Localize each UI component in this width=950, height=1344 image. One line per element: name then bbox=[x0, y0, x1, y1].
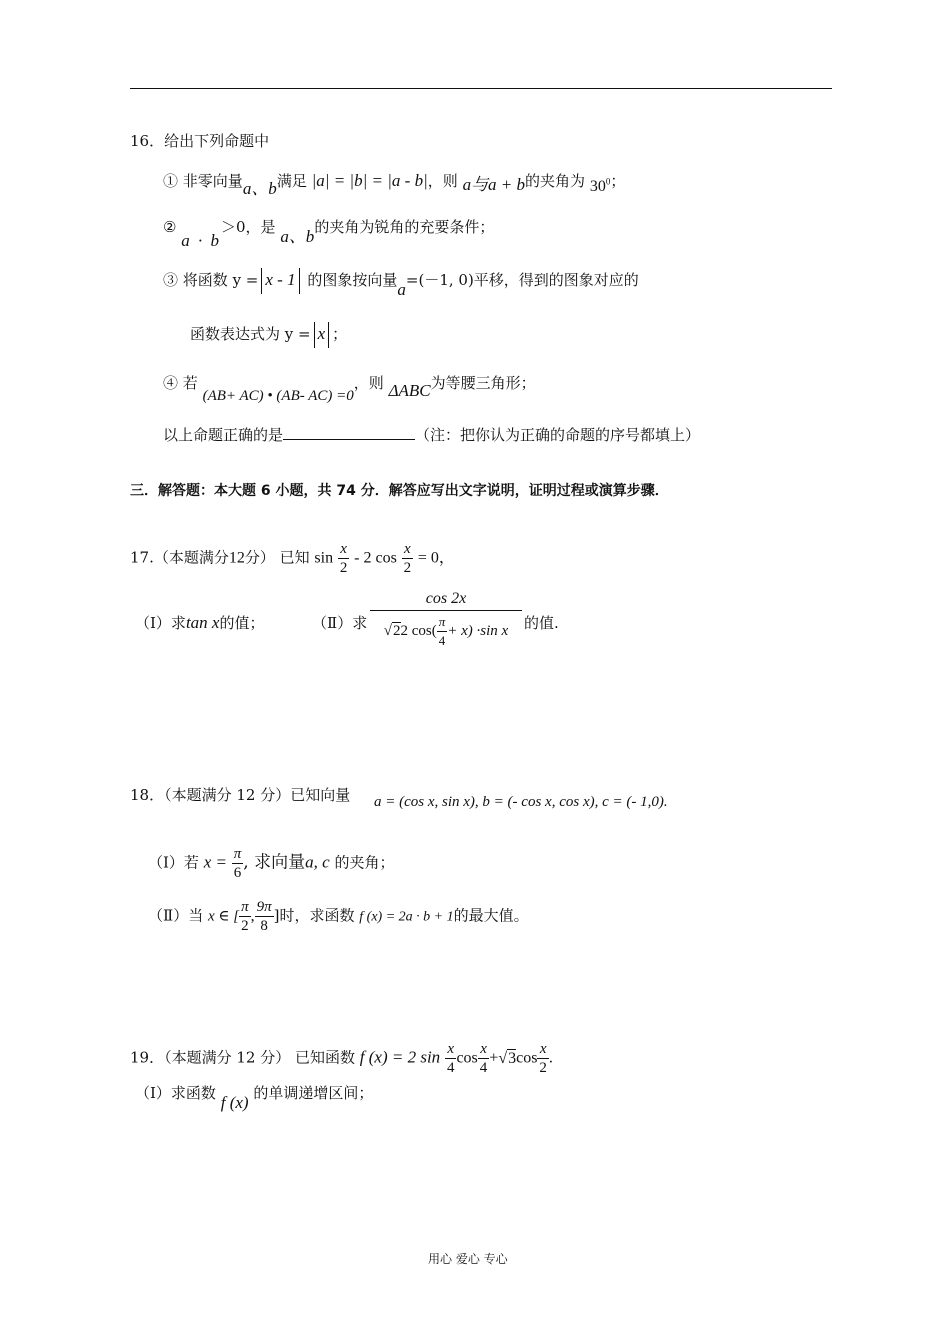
q18-vectors: a = (cos x, sin x), b = (- cos x, cos x), c = (- 1,0). bbox=[374, 794, 668, 810]
q16-prop4: ④ 若 (AB+ AC) • (AB- AC) =0，则 ΔABC为等腰三角形； bbox=[163, 374, 536, 404]
prop2-dot-product: a · b bbox=[181, 231, 221, 250]
q16-prop3-cont: 函数表达式为 y = x ； bbox=[190, 322, 347, 348]
section-3-heading: 三．解答题：本大题 6 小题，共 74 分．解答应写出文字说明，证明过程或演算步骤． bbox=[130, 483, 669, 499]
q16-prop2: ② a · b＞0，是 a、b的夹角为锐角的充要条件； bbox=[163, 218, 495, 250]
page-footer: 用心 爱心 专心 bbox=[428, 1252, 508, 1266]
q16-prop1: ① 非零向量a、b满足 |a| = |b| = |a - b|，则 a与a + b的夹角为 $30^0$； bbox=[163, 171, 626, 198]
prop4-expression: (AB+ AC) • (AB- AC) =0 bbox=[202, 388, 354, 404]
q17-part1: （Ⅰ）求tan x的值； bbox=[135, 613, 265, 632]
header-rule bbox=[130, 88, 832, 89]
q17-fraction: cos 2x √22 cos( $\frac{\pi}{4}$ + x) ·sin x bbox=[370, 590, 522, 650]
q17-part2-end: 的值. bbox=[524, 614, 559, 632]
prop1-condition: |a| = |b| = |a - b| bbox=[311, 171, 428, 190]
prop1-number: ① bbox=[163, 172, 179, 190]
q18-part1: （Ⅰ）若 x = $\frac{\pi}{6}$ , 求向量a, c 的夹角； bbox=[148, 846, 395, 881]
q16-title: 16．给出下列命题中 bbox=[130, 132, 270, 150]
q19-statement: 19．（本题满分 12 分） 已知函数 f (x) = 2 sin $\frac{x}{4}$ cos $\frac{x}{4}$ +√3cos $\frac{x}{2}$ . bbox=[130, 1041, 553, 1076]
q18-part2: （Ⅱ）当 x ∈ [ $\frac{\pi}{2}$ , $\frac{9\pi}{8}$ ]时，求函数 f (x) = 2a · b + 1的最大值。 bbox=[148, 899, 529, 934]
q16-answer-line: 以上命题正确的是 （注：把你认为正确的命题的序号都填上） bbox=[163, 423, 700, 445]
q18-statement: 18．（本题满分 12 分）已知向量 bbox=[130, 786, 351, 804]
q17-part2-label: （Ⅱ）求 bbox=[312, 614, 368, 632]
q19-part1: （Ⅰ）求函数 f (x) 的单调递增区间； bbox=[135, 1084, 374, 1112]
answer-blank[interactable] bbox=[283, 423, 415, 440]
q16-prop3: ③ 将函数 y = x - 1 的图象按向量a=(－1, 0)平移，得到的图象对应的 bbox=[163, 270, 639, 299]
q17-statement: 17.（本题满分12分） 已知 sin $\frac{x}{2}$ - 2 cos $\frac{x}{2}$ = 0， bbox=[130, 541, 455, 576]
